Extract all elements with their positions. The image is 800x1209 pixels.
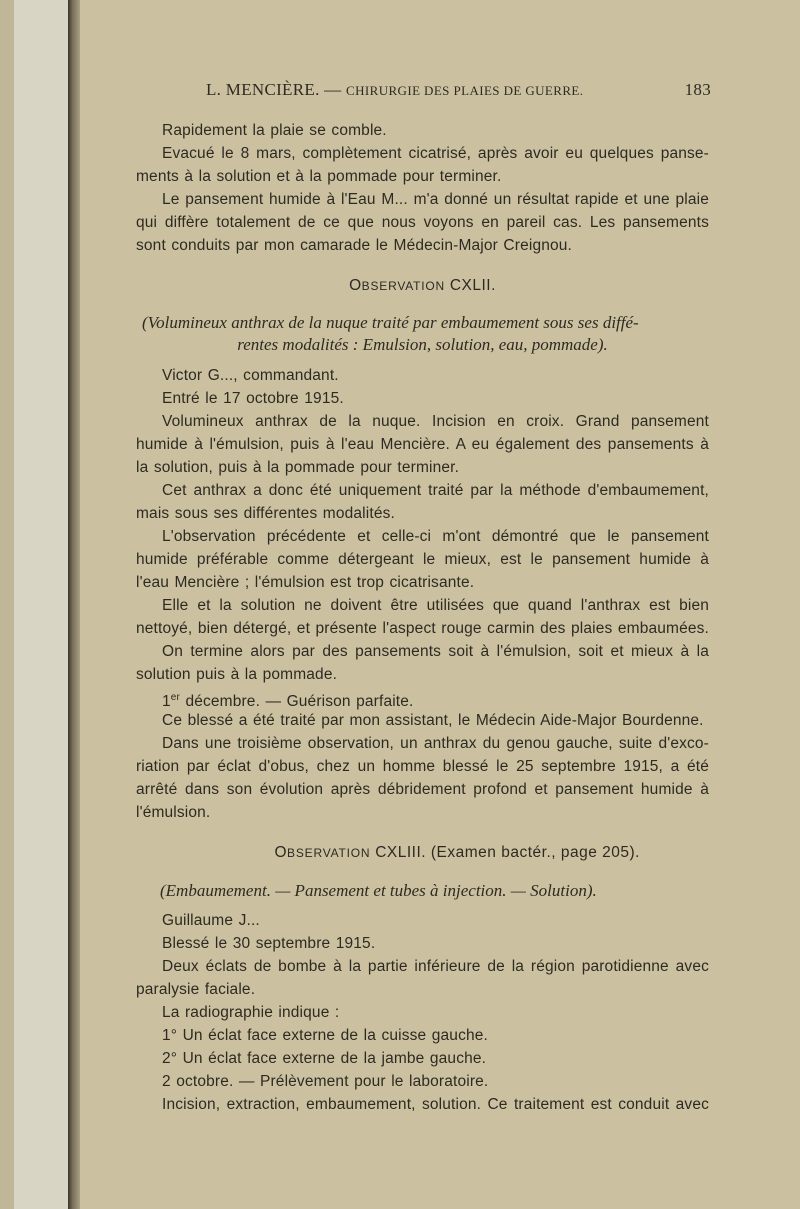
paragraph-line: Volumineux anthrax de la nuque. Incision en croix. Grand pansement xyxy=(162,413,709,430)
paragraph-line: ments à la solution et à la pommade pour terminer. xyxy=(136,168,502,185)
paragraph-line: Elle et la solution ne doivent être utilisées que quand l'anthrax est bien xyxy=(162,597,709,614)
paragraph-line: On termine alors par des pansements soit à l'émulsion, soit et mieux à la xyxy=(162,643,709,660)
paragraph-line: sont conduits par mon camarade le Médecin-Major Creignou. xyxy=(136,237,572,254)
paragraph-line: l'eau Mencière ; l'émulsion est trop cicatrisante. xyxy=(136,574,475,591)
paragraph-line: Incision, extraction, embaumement, solution. Ce traitement est conduit avec xyxy=(162,1096,709,1113)
paragraph-line: Le pansement humide à l'Eau M... m'a donné un résultat rapide et une plaie xyxy=(162,191,709,208)
paragraph-line: humide préférable comme détergeant le mieux, est le pansement humide à xyxy=(136,551,709,568)
paragraph-line: humide à l'émulsion, puis à l'eau Mencière. A eu également des pansements à xyxy=(136,436,709,453)
adjacent-page-edge xyxy=(14,0,70,1209)
paragraph-line: 1° Un éclat face externe de la cuisse gauche. xyxy=(162,1027,488,1044)
heading-smallcaps: BSERVATION xyxy=(287,846,371,860)
paragraph-line: L'observation précédente et celle-ci m'ont démontré que le pansement xyxy=(162,528,709,545)
paragraph-line: Guillaume J... xyxy=(162,912,260,929)
paragraph-line: paralysie faciale. xyxy=(136,981,256,998)
paragraph-line: 2° Un éclat face externe de la jambe gauche. xyxy=(162,1050,487,1067)
heading-initial: O xyxy=(349,277,362,294)
running-head-title: CHIRURGIE DES PLAIES DE GUERRE. xyxy=(346,83,584,98)
paragraph-line: la solution, puis à la pommade pour terminer. xyxy=(136,459,460,476)
paragraph-line: Evacué le 8 mars, complètement cicatrisé, après avoir eu quelques panse- xyxy=(162,145,709,162)
observation-subtitle-line: (Embaumement. — Pansement et tubes à injection. — Solution). xyxy=(160,881,597,900)
observation-heading-cxliii xyxy=(130,842,640,864)
paragraph-line: mais sous ses différentes modalités. xyxy=(136,505,395,522)
page-number: 183 xyxy=(684,80,711,99)
observation-heading-cxlii xyxy=(136,275,709,297)
page-gutter-shadow xyxy=(68,0,80,1209)
date-ordinal: er xyxy=(170,692,180,703)
observation-subtitle-line: rentes modalités : Emulsion, solution, eau, pommade). xyxy=(237,335,608,354)
paragraph-line: l'émulsion. xyxy=(136,804,211,821)
paragraph-line: qui diffère totalement de ce que nous voyons en pareil cas. Les pansements xyxy=(136,214,709,231)
observation-subtitle-line: (Volumineux anthrax de la nuque traité par embaumement sous ses diffé- xyxy=(142,313,639,332)
paragraph-line: nettoyé, bien détergé, et présente l'aspect rouge carmin des plaies embaumées. xyxy=(136,620,709,637)
paragraph-line: Blessé le 30 septembre 1915. xyxy=(162,935,376,952)
book-spine xyxy=(0,0,14,1209)
running-head-author: L. MENCIÈRE. — xyxy=(206,80,347,99)
heading-number: CXLII. xyxy=(445,277,496,294)
paragraph-line: Entré le 17 octobre 1915. xyxy=(162,390,344,407)
heading-initial: O xyxy=(274,844,288,861)
paragraph-line: Rapidement la plaie se comble. xyxy=(162,122,387,139)
paragraph-line: La radiographie indique : xyxy=(162,1004,340,1021)
paragraph-line: riation par éclat d'obus, chez un homme blessé le 25 septembre 1915, a été xyxy=(136,758,709,775)
heading-number: CXLIII. (Examen bactér., page 205). xyxy=(370,844,640,861)
paragraph-line: Deux éclats de bombe à la partie inférieure de la région parotidienne avec xyxy=(162,958,709,975)
paragraph-line: Ce blessé a été traité par mon assistant, le Médecin Aide-Major Bourdenne. xyxy=(162,712,704,729)
paragraph-line: arrêté dans son évolution après débridement profond et pansement humide à xyxy=(136,781,709,798)
paragraph-line: Cet anthrax a donc été uniquement traité par la méthode d'embaumement, xyxy=(162,482,709,499)
heading-smallcaps: BSERVATION xyxy=(361,279,446,293)
date-rest: décembre. — Guérison parfaite. xyxy=(179,693,414,711)
running-head xyxy=(206,80,711,104)
paragraph-line: Dans une troisième observation, un anthrax du genou gauche, suite d'exco- xyxy=(162,735,709,752)
paragraph-line: 2 octobre. — Prélèvement pour le laboratoire. xyxy=(162,1073,489,1090)
date-day: 1 xyxy=(162,693,171,711)
paragraph-line: Victor G..., commandant. xyxy=(162,367,339,384)
paragraph-line: solution puis à la pommade. xyxy=(136,666,338,683)
